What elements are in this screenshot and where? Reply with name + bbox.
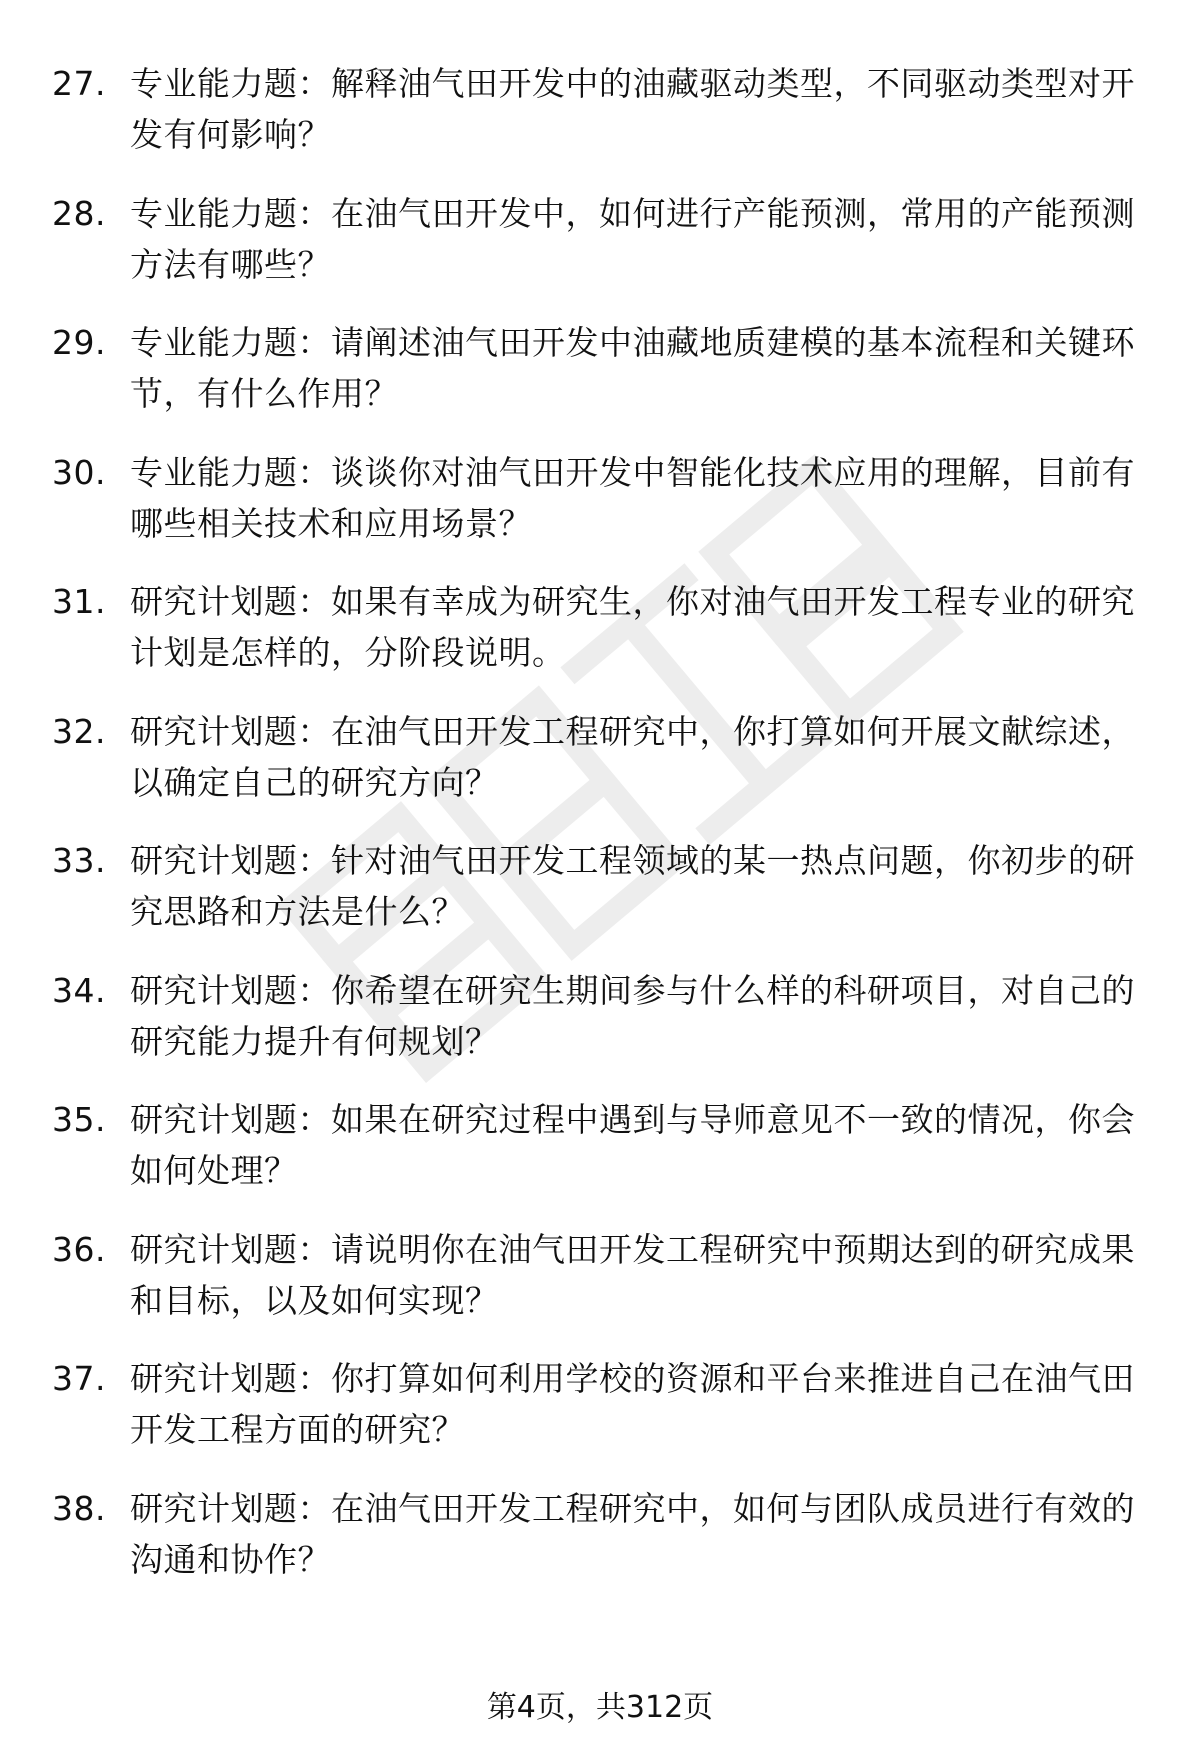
question-text: 研究计划题：在油气田开发工程研究中，如何与团队成员进行有效的沟通和协作？	[130, 1488, 1135, 1579]
question-text: 研究计划题：请说明你在油气田开发工程研究中预期达到的研究成果和目标，以及如何实现？	[130, 1229, 1135, 1320]
question-item	[52, 317, 1150, 447]
question-number: 34.	[52, 970, 106, 1010]
question-item	[52, 576, 1150, 706]
question-text: 研究计划题：如果有幸成为研究生，你对油气田开发工程专业的研究计划是怎样的，分阶段说明。	[130, 582, 1135, 672]
question-number: 31.	[52, 582, 106, 621]
question-item	[52, 1483, 1150, 1613]
question-item	[52, 706, 1150, 836]
page-footer	[0, 1688, 1200, 1728]
question-number: 32.	[52, 711, 106, 751]
question-text: 研究计划题：如果在研究过程中遇到与导师意见不一致的情况，你会如何处理？	[130, 1100, 1135, 1190]
question-item	[52, 1224, 1150, 1354]
question-item	[52, 835, 1150, 965]
question-text: 研究计划题：针对油气田开发工程领域的某一热点问题，你初步的研究思路和方法是什么？	[130, 841, 1135, 931]
question-number: 27.	[52, 64, 106, 103]
question-list	[52, 58, 1150, 1612]
question-number: 38.	[52, 1488, 106, 1528]
question-text: 研究计划题：在油气田开发工程研究中，你打算如何开展文献综述，以确定自己的研究方向？	[130, 711, 1135, 802]
question-text: 专业能力题：在油气田开发中，如何进行产能预测，常用的产能预测方法有哪些？	[130, 193, 1135, 284]
question-number: 35.	[52, 1100, 106, 1139]
question-item	[52, 188, 1150, 318]
question-item	[52, 447, 1150, 577]
question-number: 30.	[52, 452, 106, 492]
question-number: 33.	[52, 841, 106, 880]
question-text: 专业能力题：解释油气田开发中的油藏驱动类型，不同驱动类型对开发有何影响？	[130, 64, 1135, 154]
question-number: 29.	[52, 323, 106, 362]
question-item	[52, 1094, 1150, 1224]
question-number: 37.	[52, 1359, 106, 1398]
question-item	[52, 965, 1150, 1095]
question-text: 研究计划题：你希望在研究生期间参与什么样的科研项目，对自己的研究能力提升有何规划？	[130, 970, 1135, 1061]
question-item	[52, 58, 1150, 188]
question-item	[52, 1353, 1150, 1483]
page-number-label: 第4页，共312页	[486, 1690, 714, 1725]
question-number: 36.	[52, 1229, 106, 1269]
question-text: 专业能力题：请阐述油气田开发中油藏地质建模的基本流程和关键环节，有什么作用？	[130, 323, 1135, 413]
question-number: 28.	[52, 193, 106, 233]
question-text: 专业能力题：谈谈你对油气田开发中智能化技术应用的理解，目前有哪些相关技术和应用场景？	[130, 452, 1135, 543]
question-text: 研究计划题：你打算如何利用学校的资源和平台来推进自己在油气田开发工程方面的研究？	[130, 1359, 1135, 1449]
